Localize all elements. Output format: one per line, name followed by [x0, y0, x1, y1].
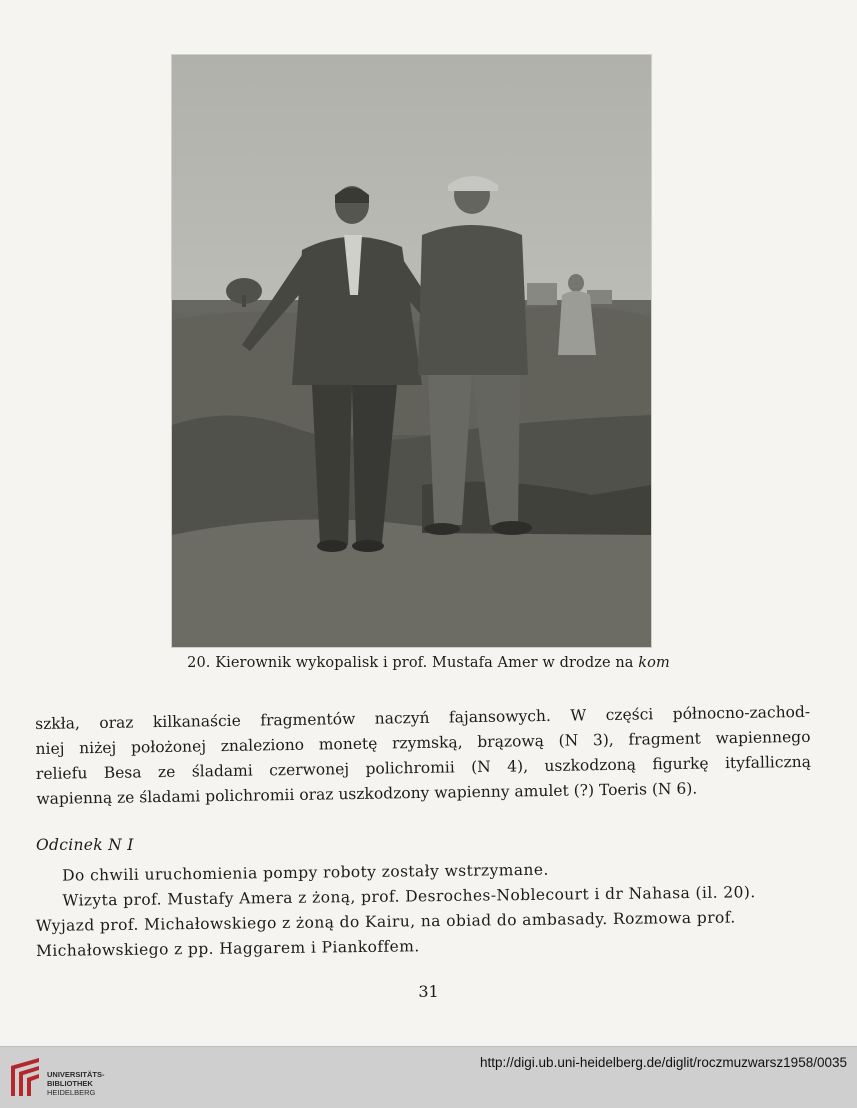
paragraph-line: wapienną ze śladami polichromii oraz uszkodzony wapienny amulet (?) Toeris (N 6).: [36, 779, 698, 808]
source-url-link[interactable]: http://digi.ub.uni-heidelberg.de/diglit/roczmuzwarsz1958/0035: [480, 1055, 847, 1070]
caption-text: 20. Kierownik wykopalisk i prof. Mustafa Amer w drodze na: [187, 655, 634, 671]
page-number: 31: [418, 982, 439, 1001]
paragraph-line: Wizyta prof. Mustafy Amera z żoną, prof. Desroches-Noblecourt i dr Nahasa (il. 20).: [62, 883, 756, 910]
paragraph-2: [35, 855, 811, 964]
library-logo-icon: [9, 1056, 43, 1098]
paragraph-line: Wyjazd prof. Michałowskiego z żoną do Kairu, na obiad do ambasady. Rozmowa prof.: [35, 908, 736, 935]
library-logo-text: [47, 1070, 105, 1097]
paragraph-line: Michałowskiego z pp. Haggarem i Piankoffem.: [35, 937, 420, 960]
library-footer: [0, 1046, 857, 1108]
logo-line-3: HEIDELBERG: [47, 1088, 96, 1097]
photo-two-men-walking-field: [172, 55, 651, 647]
logo-line-2: BIBLIOTHEK: [47, 1079, 93, 1088]
logo-line-1: UNIVERSITÄTS-: [47, 1070, 105, 1079]
caption-italic-text: kom: [638, 655, 670, 671]
photograph: [172, 55, 651, 647]
paragraph-line: szkła, oraz kilkanaście fragmentów naczyń fajansowych. W części północno-zachod-: [35, 702, 811, 733]
section-heading: Odcinek N I: [36, 836, 134, 854]
paragraph-line: reliefu Besa ze śladami czerwonej polichromii (N 4), uszkodzoną figurkę ityfalliczną: [35, 752, 812, 783]
paragraph-1: [35, 700, 811, 812]
paragraph-line: niej niżej położonej znaleziono monetę rzymską, brązową (N 3), fragment wapiennego: [35, 727, 811, 758]
figure-caption: [0, 655, 857, 671]
library-logo[interactable]: [9, 1056, 109, 1098]
paragraph-line: Do chwili uruchomienia pompy roboty zostały wstrzymane.: [62, 860, 549, 885]
